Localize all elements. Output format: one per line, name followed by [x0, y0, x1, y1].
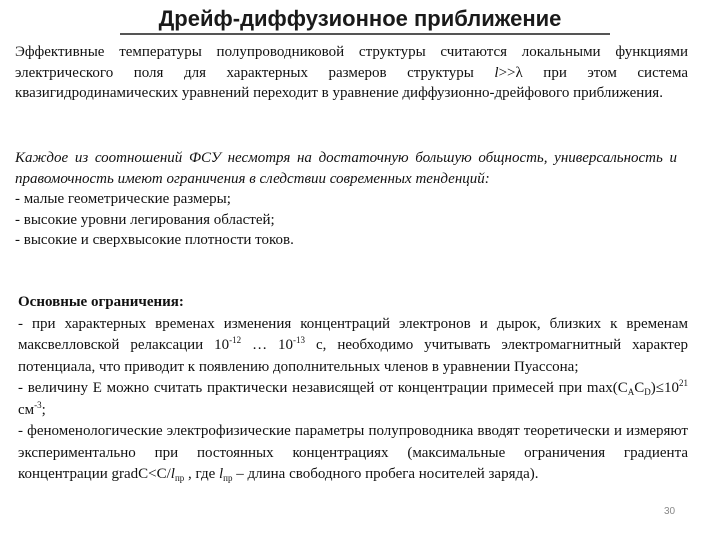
limitations-paragraph — [15, 148, 677, 251]
constraint-1-text-b: … 10 — [241, 337, 294, 353]
constraint-2-text-b: C — [634, 380, 645, 396]
constraint-1 — [18, 316, 688, 375]
intro-paragraph — [15, 42, 688, 104]
constraint-2-text-c: )≤10 — [650, 380, 679, 396]
trend-item-current: - высокие и сверхвысокие плотности токов. — [15, 232, 294, 248]
constraint-3-text-b: , где — [184, 466, 219, 482]
intro-text-2: при этом система квазигидродинамических уравнений переходит в уравнение диффузионно-дрейфового приближения. — [15, 64, 688, 101]
trend-item-doping: - высокие уровни легирования областей; — [15, 211, 275, 228]
constraint-2-text-f: ; — [41, 401, 46, 418]
exponent: -13 — [293, 335, 306, 345]
subscript: пр — [223, 473, 233, 483]
constraint-2-text-d: см — [18, 401, 35, 418]
constraints-heading: Основные ограничения: — [18, 294, 184, 310]
intro-text-1: Эффективные температуры полупроводниковой структуры считаются локальными функциями электрического поля для характерных размеров структуры — [15, 44, 688, 81]
constraint-1-text-c: с, необходимо учитывать электромагнитный характер потенциала, что приводит к появлению дополнительных членов в уравнении Пуассона; — [18, 337, 689, 375]
subscript: A — [627, 387, 635, 397]
title-underline — [120, 33, 610, 35]
main-constraints-paragraph — [18, 292, 688, 486]
constraint-1-text-a: - при характерных временах изменения концентраций электронов и дырок, близких к временам максвелловской релаксации 10 — [18, 315, 688, 353]
constraint-3-text-a: - феноменологические электрофизические параметры полупроводника вводят теоретически и измеряют экспериментально при постоянных концентрациях (максимальные ограничения градиента концентрации gradC<C/ — [18, 423, 688, 482]
trend-item-size: - малые геометрические размеры; — [15, 191, 231, 207]
much-greater-lambda: >>λ — [498, 64, 523, 81]
exponent: 21 — [679, 378, 688, 388]
length-symbol: l — [219, 466, 224, 482]
exponent: -3 — [34, 399, 42, 410]
constraint-3 — [18, 423, 688, 482]
constraint-2 — [18, 380, 688, 418]
exponent: -12 — [229, 335, 242, 345]
length-symbol: l — [170, 466, 175, 482]
constraint-2-text-a: - величину E можно считать практически независящей от концентрации примесей при max(C — [18, 380, 628, 396]
limitations-intro: Каждое из соотношений ФСУ несмотря на достаточную большую общность, универсальность и правомочность имеют ограничения в следствии современных тенденций: — [15, 150, 677, 187]
page-number: 30 — [664, 506, 676, 517]
constraint-3-text-c: – длина свободного пробега носителей заряда). — [232, 466, 539, 482]
subscript: D — [644, 387, 651, 397]
size-symbol: l — [494, 64, 499, 81]
subscript: пр — [174, 473, 185, 483]
slide-title: Дрейф-диффузионное приближение — [158, 6, 562, 31]
